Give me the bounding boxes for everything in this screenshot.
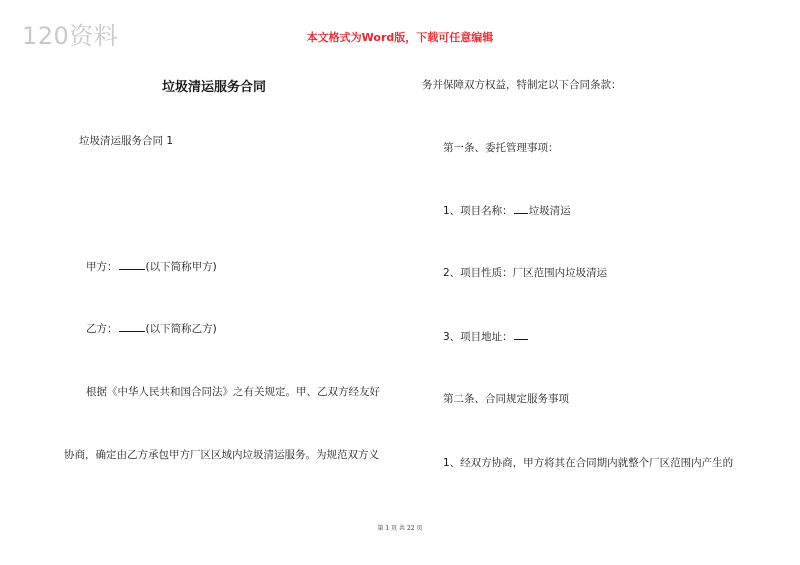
format-notice-banner: 本文格式为Word版，下载可任意编辑 xyxy=(306,31,494,44)
section-2-item-1: 1、经双方协商，甲方将其在合同期内就整个厂区范围内产生的 xyxy=(443,457,734,469)
item-3-blank xyxy=(514,329,528,340)
document-title: 垃圾清运服务合同 xyxy=(162,80,267,95)
party-b-note: (以下简称乙方) xyxy=(145,323,217,335)
item-3-line xyxy=(443,329,529,344)
page-number-footer: 第 1 页 共 22 页 xyxy=(377,525,423,532)
item-1-blank xyxy=(514,203,528,214)
intro-paragraph-line-2: 协商，确定由乙方承包甲方厂区区域内垃圾清运服务。为规范双方义 xyxy=(64,449,379,461)
party-a-label: 甲方： xyxy=(86,261,118,273)
section-1-heading: 第一条、委托管理事项： xyxy=(443,142,559,154)
item-2-line: 2、项目性质：厂区范围内垃圾清运 xyxy=(443,267,608,279)
party-b-label: 乙方： xyxy=(86,323,118,335)
item-1-label: 1、项目名称： xyxy=(443,205,513,217)
intro-paragraph-line-3: 务并保障双方权益，特制定以下合同条款： xyxy=(422,79,622,91)
item-1-value: 垃圾清运 xyxy=(528,205,571,217)
item-1-line xyxy=(443,203,571,218)
party-a-blank xyxy=(119,259,145,270)
section-2-heading: 第二条、合同规定服务事项 xyxy=(443,393,569,405)
intro-paragraph-line-1: 根据《中华人民共和国合同法》之有关规定。甲、乙双方经友好 xyxy=(86,386,380,398)
party-b-blank xyxy=(119,321,145,332)
watermark-logo: 120资料 xyxy=(22,22,119,50)
party-a-note: (以下简称甲方) xyxy=(145,261,217,273)
contract-subtitle: 垃圾清运服务合同 1 xyxy=(79,135,174,147)
item-3-label: 3、项目地址： xyxy=(443,331,513,343)
party-b-line xyxy=(86,321,217,336)
party-a-line xyxy=(86,259,217,274)
